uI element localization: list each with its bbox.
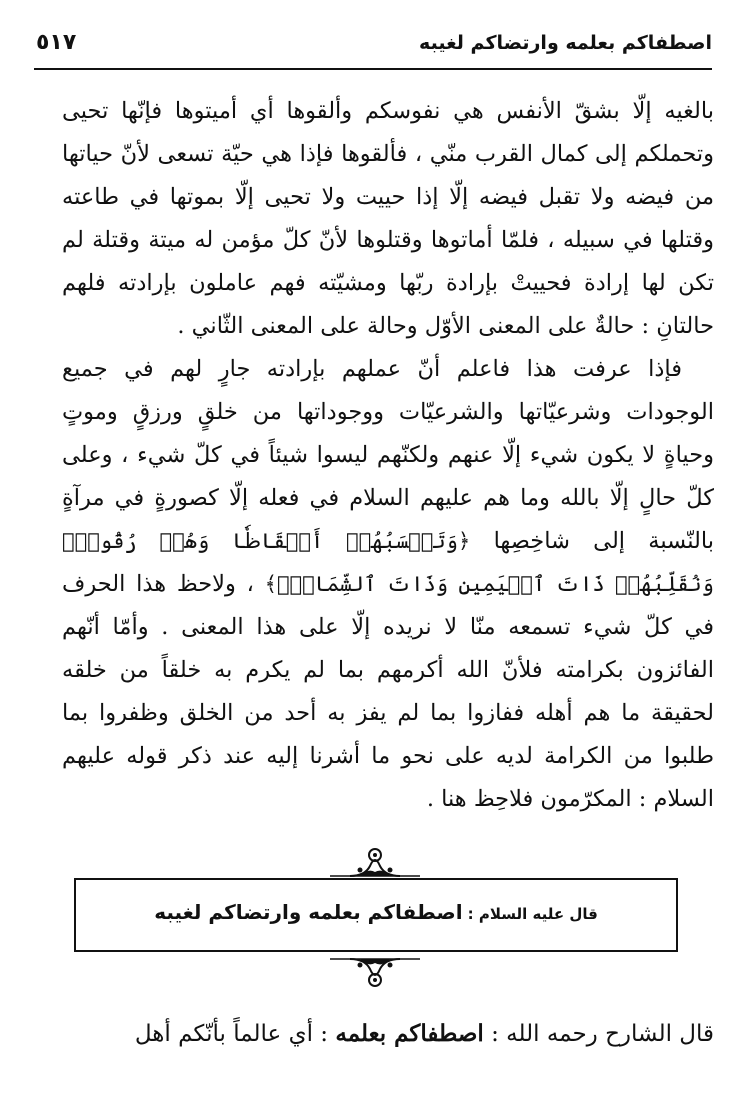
- page-header: [34, 22, 712, 70]
- commentary-bold-phrase: اصطفاكم بعلمه: [335, 1020, 484, 1047]
- commentary-lead: قال الشارح رحمه الله :: [491, 1021, 714, 1047]
- quran-verse: ﴿وَتَحۡسَبُهُمۡ أَيۡقَاظٗا وَهُمۡ رُقُودٞۚ وَنُقَلِّبُهُمۡ ذَاتَ ٱلۡيَمِينِ وَذَاتَ ٱلشِّمَالِۖ﴾: [62, 529, 714, 596]
- quote-title: اصطفاكم بعلمه وارتضاكم لغيبه: [154, 900, 463, 924]
- running-title: اصطفاكم بعلمه وارتضاكم لغيبه: [419, 32, 712, 54]
- paragraph-2: [62, 348, 714, 821]
- quote-content: [76, 900, 676, 924]
- commentary-rest: : أي عالماً بأنّكم أهل: [134, 1021, 329, 1047]
- paragraph-2-part-2: ، ولاحظ هذا الحرف في كلّ شيء تسمعه منّا لا نريده إلّا على هذا المعنى . وأمّا أنّهم الفائزون بكرامته فلأنّ الله أكرمهم بما لم يكرم به خلقاً من خلقه لحقيقة ما هم أهله ففازوا بما لم يفز به أحد من الخلق وظفروا بما طلبوا من الكرامة لديه على نحو ما أشرنا إليه عند ذكر قوله عليهم السلام : المكرّمون فلاحِظ هنا .: [62, 571, 714, 812]
- main-text: [62, 90, 714, 821]
- ornament-top-icon: [330, 846, 420, 880]
- page-number: ٥١٧: [36, 30, 77, 55]
- commentary-line: [60, 1012, 714, 1056]
- ornament-bottom-icon: [330, 955, 420, 989]
- paragraph-1: بالغيه إلّا بشقّ الأنفس هي نفوسكم وألقوها أي أميتوها فإنّها تحيى وتحملكم إلى كمال القرب منّي ، فألقوها فإذا هي حيّة تسعى لأنّ حياتها من فيضه ولا تقبل فيضه إلّا إذا حييت ولا تحيى إلّا بموتها في طاعته وقتلها في سبيله ، فلمّا أماتوها وقتلوها لأنّ كلّ مؤمن له ميتة وقتلة لم تكن لها إرادة فحييتْ بإرادة ربّها ومشيّته فهم عاملون بإرادته فلهم حالتانِ : حالةٌ على المعنى الأوّل وحالة على المعنى الثّاني .: [62, 98, 715, 339]
- quote-lead: قال عليه السلام :: [467, 905, 598, 923]
- paragraph-2-part-1: فإذا عرفت هذا فاعلم أنّ عملهم بإرادته جارٍ لهم في جميع الوجودات وشرعيّاتها والشرعيّات ووجوداتها من خلقٍ ورزقٍ وموتٍ وحياةٍ لا يكون شيء إلّا عنهم ولكنّهم ليسوا شيئاً في كلّ شيء ، وعلى كلّ حالٍ إلّا بالله وما هم عليهم السلام في فعله إلّا كصورةٍ في مرآةٍ بالنّسبة إلى شاخِصِها: [62, 356, 714, 554]
- quote-box: [74, 878, 678, 952]
